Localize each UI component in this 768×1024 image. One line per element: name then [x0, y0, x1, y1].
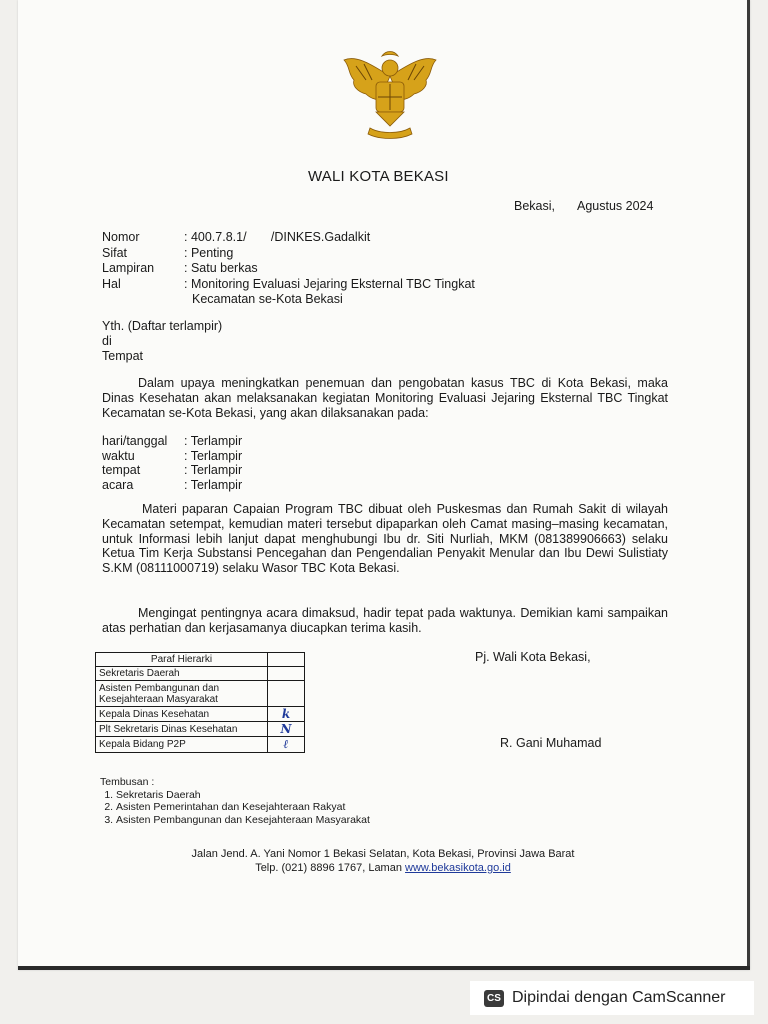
paraf-mark [268, 681, 305, 707]
meta-row-nomor [102, 230, 475, 246]
cc-item: 2. Asisten Pemerintahan dan Kesejahteraan Rakyat [116, 801, 370, 814]
body-paragraph-2: Materi paparan Capaian Program TBC dibuat oleh Puskesmas dan Rumah Sakit di wilayah Kecamatan setempat, kemudian materi tersebut dipaparkan oleh Camat masing–masing kecamatan, untuk Informasi lebih lanjut dapat menghubungi Ibu dr. Siti Nurliah, MKM (081389906663) selaku Ketua Tim Kerja Substansi Pencegahan dan Pengendalian Penyakit Menular dan Ibu Dewi Sulistiaty S.KM (08111000719) selaku Wasor TBC Kota Bekasi. [102, 502, 668, 576]
camscanner-label: Dipindai dengan CamScanner [512, 989, 726, 1006]
place-date [514, 199, 653, 213]
schedule-row [102, 434, 242, 449]
signer-title: Pj. Wali Kota Bekasi, [475, 650, 591, 664]
footer-contact [168, 861, 598, 875]
paraf-row [96, 722, 305, 737]
page-edge-right [747, 0, 750, 970]
page-edge-bottom [18, 966, 750, 970]
paraf-row [96, 681, 305, 707]
footer [168, 847, 598, 875]
cc-item: 1. Sekretaris Daerah [116, 789, 370, 802]
cc-item: 3. Asisten Pembangunan dan Kesejahteraan Masyarakat [116, 814, 370, 827]
schedule-label: waktu [102, 448, 135, 463]
recipient-line: Tempat [102, 349, 143, 363]
schedule-label: tempat [102, 463, 141, 478]
recipient-block [102, 319, 222, 364]
paraf-row [96, 737, 305, 753]
meta-label: Nomor [102, 230, 140, 244]
meta-hal-continuation: Kecamatan se-Kota Bekasi [192, 292, 343, 306]
paraf-row [96, 707, 305, 722]
cc-list [100, 789, 370, 827]
paraf-header: Paraf Hierarki [96, 653, 268, 667]
meta-row-lampiran [102, 261, 475, 277]
schedule-row [102, 478, 242, 493]
schedule-row [102, 449, 242, 464]
camscanner-logo-icon: CS [484, 990, 504, 1007]
meta-value: : Monitoring Evaluasi Jejaring Eksternal TBC Tingkat [184, 276, 475, 291]
schedule-row [102, 463, 242, 478]
paraf-header-empty [268, 653, 305, 667]
paraf-mark: N [268, 722, 305, 737]
letter-meta [102, 230, 475, 308]
paraf-hierarki-table [95, 652, 305, 753]
meta-value: : 400.7.8.1/ /DINKES.Gadalkit [184, 230, 371, 244]
footer-phone: Telp. (021) 8896 1767, Laman [255, 862, 402, 874]
meta-value: : Penting [184, 245, 234, 260]
paraf-label: Sekretaris Daerah [96, 667, 268, 681]
meta-label: Lampiran [102, 261, 155, 275]
paraf-label: Kepala Dinas Kesehatan [96, 707, 268, 722]
schedule-value: : Terlampir [184, 448, 243, 463]
place: Bekasi, [514, 199, 555, 213]
schedule-label: acara [102, 477, 134, 492]
cc-block [100, 776, 370, 826]
schedule-label: hari/tanggal [102, 434, 168, 448]
schedule-value: : Terlampir [184, 463, 243, 478]
paraf-mark: ℓ [268, 737, 305, 753]
recipient-line: Yth. (Daftar terlampir) [102, 319, 223, 333]
footer-address: Jalan Jend. A. Yani Nomor 1 Bekasi Selatan, Kota Bekasi, Provinsi Jawa Barat [191, 848, 575, 860]
garuda-emblem-icon [336, 46, 444, 148]
meta-row-sifat [102, 246, 475, 262]
meta-label: Hal [102, 276, 121, 291]
schedule-value: : Terlampir [184, 434, 243, 448]
body-paragraph-3: Mengingat pentingnya acara dimaksud, hadir tepat pada waktunya. Demikian kami sampaikan atas perhatian dan kerjasamanya diucapkan terima kasih. [102, 606, 668, 635]
paraf-header-row [96, 653, 305, 667]
paraf-row [96, 667, 305, 681]
meta-row-hal [102, 277, 475, 293]
date: Agustus 2024 [577, 199, 654, 213]
meta-label: Sifat [102, 245, 128, 260]
schedule-block [102, 434, 242, 492]
body-paragraph-1: Dalam upaya meningkatkan penemuan dan pengobatan kasus TBC di Kota Bekasi, maka Dinas Kesehatan akan melaksanakan kegiatan Monitoring Evaluasi Jejaring Eksternal TBC Tingkat Kecamatan se-Kota Bekasi, yang akan dilaksanakan pada: [102, 376, 668, 420]
camscanner-badge [470, 981, 754, 1015]
meta-value: : Satu berkas [184, 261, 258, 275]
letter-title: WALI KOTA BEKASI [308, 168, 449, 185]
paraf-mark: k [268, 707, 305, 722]
paraf-label: Asisten Pembangunan dan Kesejahteraan Masyarakat [96, 681, 268, 707]
paraf-label: Kepala Bidang P2P [96, 737, 268, 753]
paraf-label: Plt Sekretaris Dinas Kesehatan [96, 722, 268, 737]
schedule-value: : Terlampir [184, 477, 243, 492]
footer-website-link[interactable]: www.bekasikota.go.id [405, 862, 511, 874]
cc-title: Tembusan : [100, 776, 155, 788]
paraf-mark [268, 667, 305, 681]
recipient-line: di [102, 334, 112, 348]
signer-name: R. Gani Muhamad [500, 736, 602, 750]
